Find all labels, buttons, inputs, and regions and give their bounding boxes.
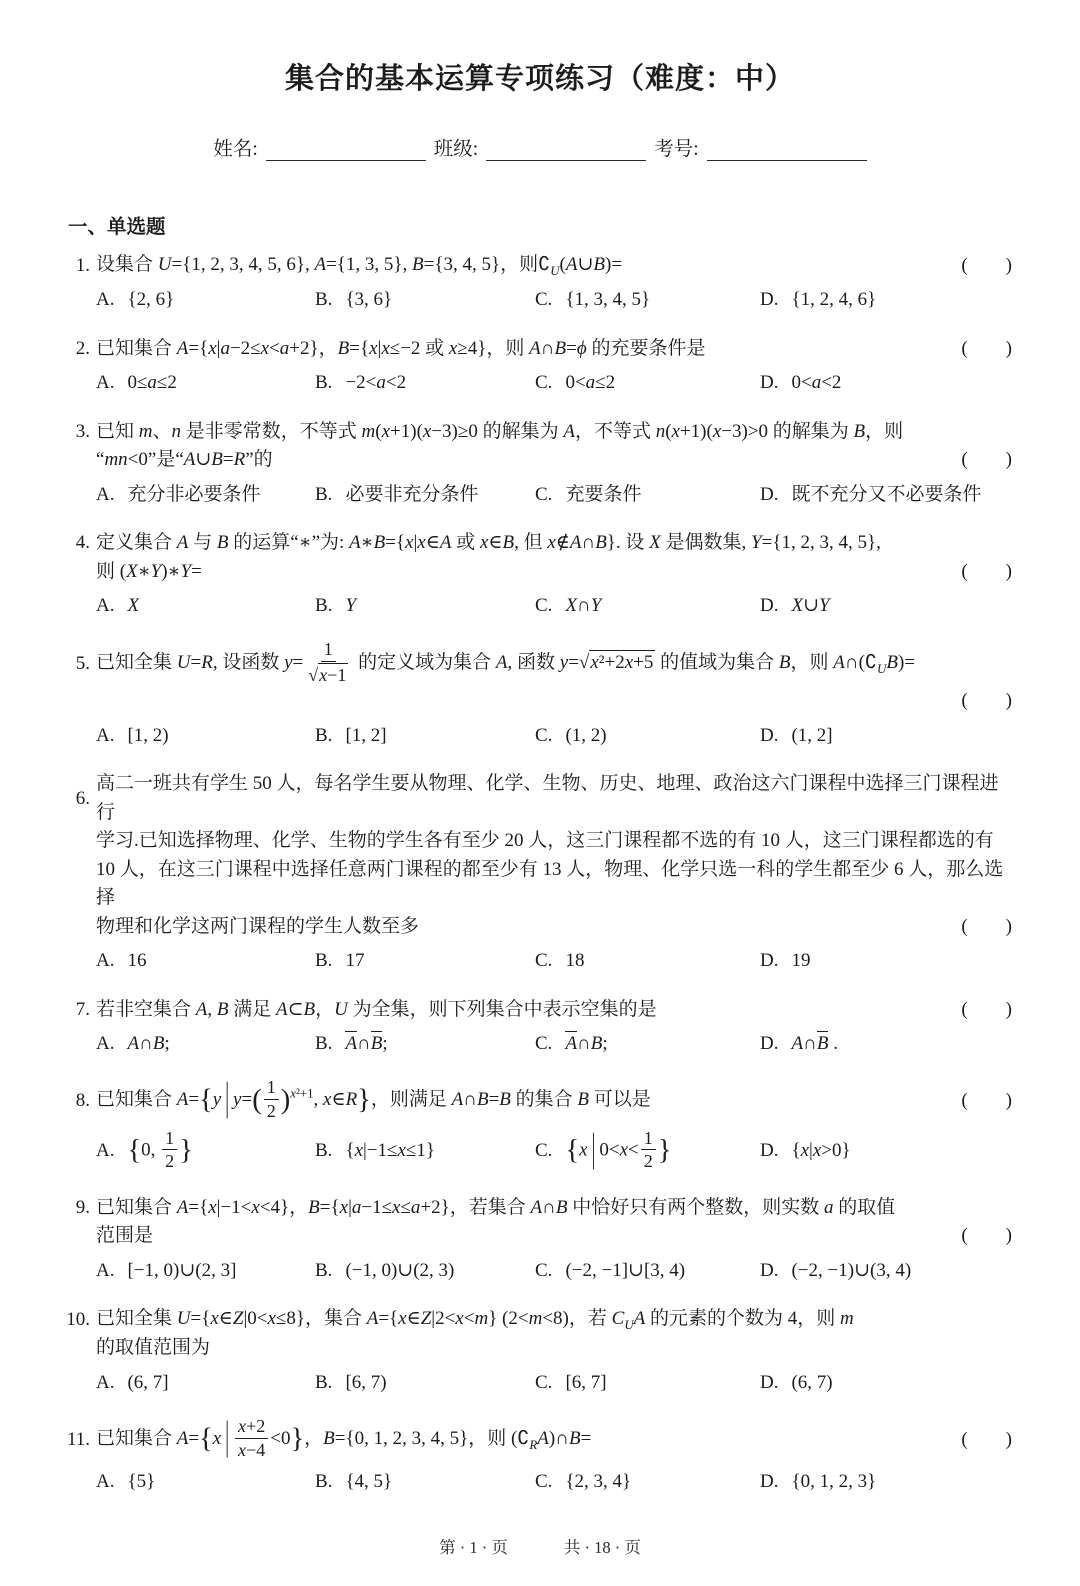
option-label: C. [535, 372, 553, 394]
option-label: B. [315, 950, 333, 972]
option [315, 369, 535, 398]
option [535, 1369, 760, 1398]
question-text: 若非空集合 A, B 满足 A⊂B，U 为全集，则下列集合中表示空集的是 [96, 998, 657, 1020]
section-heading: 一、单选题 [68, 217, 166, 238]
question [68, 335, 1012, 398]
question-line [68, 251, 1012, 280]
question [68, 251, 1012, 315]
option-label: D. [760, 289, 779, 311]
option-value: X∪Y [791, 595, 830, 617]
option-value: [1, 2] [345, 724, 387, 746]
option-label: A. [96, 1470, 115, 1492]
question [68, 1194, 1012, 1286]
name-field [213, 133, 425, 161]
option [96, 1468, 315, 1497]
answer-paren: ( ) [961, 998, 1012, 1020]
question-line [68, 856, 1012, 913]
question-text: 已知 m、n 是非零常数，不等式 m(x+1)(x−3)≥0 的解集为 A，不等式 n(x+1)(x−3)>0 的解集为 B，则 [96, 420, 904, 442]
option [760, 1468, 1012, 1497]
option [315, 722, 535, 751]
question [68, 1305, 1012, 1397]
option-label: B. [315, 1470, 333, 1492]
name-field-label: 姓名: [213, 139, 258, 160]
question [68, 641, 1012, 751]
option [315, 481, 535, 510]
question-number: 10. [66, 1308, 90, 1330]
question-stem [68, 996, 1012, 1025]
option-value: [−1, 0)∪(2, 3] [127, 1259, 237, 1281]
option [96, 1030, 315, 1059]
option [96, 286, 315, 315]
answer-paren: ( ) [961, 690, 1012, 712]
answer-paren: ( ) [961, 560, 1012, 582]
answer-paren: ( ) [961, 1225, 1012, 1247]
option [535, 947, 760, 976]
option-value: (1, 2) [565, 724, 607, 746]
option [315, 1137, 535, 1166]
option-value: 16 [127, 950, 147, 972]
question-number: 8. [75, 1089, 90, 1111]
option-value: 0<a≤2 [565, 372, 616, 394]
footer-page-number: 第 · 1 · 页 [439, 1538, 508, 1558]
option-value: {2, 6} [127, 289, 175, 311]
option-label: B. [315, 289, 333, 311]
question-line [68, 1194, 1012, 1223]
page-title: 集合的基本运算专项练习（难度：中） [284, 63, 795, 95]
options-row [68, 1129, 1012, 1174]
answer-paren: ( ) [961, 254, 1012, 276]
option [760, 286, 1012, 315]
answer-paren: ( ) [961, 449, 1012, 471]
exam-number-field [654, 133, 866, 161]
option [760, 947, 1012, 976]
question-stem [68, 251, 1012, 280]
option-label: A. [96, 1259, 115, 1281]
option-label: C. [535, 724, 553, 746]
option-label: C. [535, 950, 553, 972]
option-label: C. [535, 289, 553, 311]
option-value: 19 [791, 950, 811, 972]
answer-paren: ( ) [961, 1428, 1012, 1450]
options-row [68, 722, 1012, 751]
option [315, 1030, 535, 1059]
option-value: {2, 3, 4} [565, 1470, 632, 1492]
question-text: 学习.已知选择物理、化学、生物的学生各有至少 20 人，这三门课程都不选的有 10 人，这三门课程都选的有 [96, 830, 994, 852]
question-line [68, 1076, 1012, 1124]
option-label: C. [535, 1371, 553, 1393]
option-label: B. [315, 483, 333, 505]
option [315, 286, 535, 315]
options-row [68, 592, 1012, 621]
option-label: D. [760, 483, 779, 505]
option-value: [6, 7] [565, 1371, 607, 1393]
question-number: 4. [75, 532, 90, 554]
question-number: 1. [75, 254, 90, 276]
question-stem [68, 641, 1012, 716]
option [315, 592, 535, 621]
option [315, 1369, 535, 1398]
question-text: 10 人，在这三门课程中选择任意两门课程的都至少有 13 人，物理、化学只选一科的学生都至少 6 人，那么选择 [96, 858, 1004, 909]
option-value: A∩B; [565, 1033, 608, 1055]
option-label: C. [535, 595, 553, 617]
option-label: A. [96, 289, 115, 311]
exam-number-field-blank [707, 138, 867, 161]
option [535, 1468, 760, 1497]
question-text: 已知集合 A={x | $\frac{x+2}{x-4}$ <0}，B={0, 1, 2, 3, 4, 5}，则 $(∁_RA)\cap B=$ [96, 1415, 592, 1460]
option-value: A∩B; [345, 1033, 388, 1055]
option-value: X [127, 595, 140, 617]
option-label: A. [96, 724, 115, 746]
question-text: 已知全集 U={x∈Z|0<x≤8}，集合 A={x∈Z|2<x<m} (2<m<8)，若 $C_UA$ 的元素的个数为 4，则 m [96, 1308, 854, 1332]
question [68, 996, 1012, 1059]
option-label: C. [535, 1259, 553, 1281]
question-line [68, 558, 1012, 587]
options-row [68, 286, 1012, 315]
option-label: B. [315, 1140, 333, 1162]
option [535, 369, 760, 398]
option-label: C. [535, 1470, 553, 1492]
question-line [68, 418, 1012, 447]
option-value: {0, 1, 2, 3} [791, 1470, 877, 1492]
option-value: A∩B; [127, 1033, 170, 1055]
question-stem [68, 1417, 1012, 1462]
question-text: 高二一班共有学生 50 人，每名学生要从物理、化学、生物、历史、地理、政治这六门课程中选择三门课程进行 [96, 773, 999, 823]
answer-paren: ( ) [961, 915, 1012, 937]
option-label: A. [96, 1033, 115, 1055]
option-value: A∩B . [791, 1033, 838, 1055]
option [760, 1137, 1012, 1166]
question-line [68, 1222, 1012, 1251]
question-text: 设集合 U={1, 2, 3, 4, 5, 6}, A={1, 3, 5}, B={3, 4, 5}，则$∁_U(A\cup B)=$ [96, 254, 623, 278]
option-label: D. [760, 1140, 779, 1162]
option-value: 0<a<2 [791, 372, 842, 394]
answer-paren: ( ) [961, 337, 1012, 359]
question-text: 范围是 [96, 1225, 154, 1247]
question-list [68, 251, 1012, 1496]
option [96, 722, 315, 751]
option-value: (−2, −1)∪(3, 4) [791, 1259, 912, 1281]
footer-total-pages: 共 · 18 · 页 [563, 1538, 641, 1558]
question-stem [68, 529, 1012, 586]
option [96, 947, 315, 976]
option-value: 充要条件 [565, 483, 642, 505]
question-number: 3. [75, 420, 90, 442]
option-value: X∩Y [565, 595, 602, 617]
option [96, 1369, 315, 1398]
question [68, 1076, 1012, 1174]
option [535, 1030, 760, 1059]
question-stem [68, 770, 1012, 941]
option [535, 481, 760, 510]
option-value: {1, 2, 4, 6} [791, 289, 877, 311]
name-field-blank [266, 138, 426, 161]
question-text: 已知全集 U=R, 设函数 y= $\frac{1}{√x-1}$ 的定义域为集合 A, 函数 y=√x²+2x+5 的值域为集合 B，则 $A\cap(∁_UB)=$ [96, 639, 915, 685]
option [315, 1257, 535, 1286]
option-value: {x|−1≤x≤1} [345, 1140, 435, 1162]
question-line [68, 996, 1012, 1025]
question-line [68, 770, 1012, 827]
question-line [68, 827, 1012, 856]
question-line [68, 529, 1012, 558]
question-line [68, 1417, 1012, 1462]
option-label: D. [760, 1470, 779, 1492]
question-number: 7. [75, 998, 90, 1020]
options-row [68, 1468, 1012, 1497]
option-label: A. [96, 950, 115, 972]
question [68, 529, 1012, 621]
question-text: 的取值范围为 [96, 1337, 211, 1359]
question-line [68, 446, 1012, 475]
option-label: D. [760, 595, 779, 617]
option-label: D. [760, 1033, 779, 1055]
question [68, 770, 1012, 976]
question-text: 则 (X∗Y)∗Y= [96, 560, 202, 582]
question-line [68, 641, 1012, 688]
option-label: B. [315, 1033, 333, 1055]
option [315, 1468, 535, 1497]
option-value: (1, 2] [791, 724, 833, 746]
option-value: {x | 0<x< $\frac{1}{2}$ } [565, 1127, 672, 1172]
question-text: 物理和化学这两门课程的学生人数至多 [96, 915, 420, 937]
question-line [68, 335, 1012, 364]
question-text: “mn<0”是“A∪B=R”的 [96, 449, 273, 471]
option-value: (6, 7) [791, 1371, 833, 1393]
option-label: B. [315, 1259, 333, 1281]
option-label: C. [535, 1033, 553, 1055]
question-text: 已知集合 A={y | y=( $\frac{1}{2}$ )$^{x^2+1}$, x∈R}，则满足 A∩B=B 的集合 B 可以是 [96, 1076, 651, 1122]
option-value: {x|x>0} [791, 1140, 851, 1162]
question-number: 11. [66, 1428, 90, 1450]
option [760, 1369, 1012, 1398]
option-value: 0≤a≤2 [127, 372, 177, 394]
option [535, 1257, 760, 1286]
question-text: 已知集合 A={x|−1<x<4}，B={x|a−1≤x≤a+2}，若集合 A∩B 中恰好只有两个整数，则实数 a 的取值 [96, 1196, 896, 1218]
option-value: (−2, −1]∪[3, 4) [565, 1259, 686, 1281]
option-label: A. [96, 483, 115, 505]
option-label: D. [760, 372, 779, 394]
option-value: 既不充分又不必要条件 [791, 483, 982, 505]
question [68, 1417, 1012, 1496]
options-row [68, 481, 1012, 510]
option-value: 充分非必要条件 [127, 483, 261, 505]
question-stem [68, 1194, 1012, 1251]
question-line [68, 913, 1012, 942]
question-stem [68, 418, 1012, 475]
option-label: A. [96, 595, 115, 617]
option [760, 722, 1012, 751]
class-field-blank [486, 138, 646, 161]
option-value: {1, 3, 4, 5} [565, 289, 651, 311]
option-value: 18 [565, 950, 585, 972]
question-line [68, 687, 1012, 716]
option [760, 1030, 1012, 1059]
question-line [68, 1305, 1012, 1334]
option-value: 必要非充分条件 [345, 483, 479, 505]
option-label: A. [96, 1371, 115, 1393]
class-field-label: 班级: [433, 139, 479, 160]
question-stem [68, 1076, 1012, 1124]
option [315, 947, 535, 976]
option [535, 286, 760, 315]
question-number: 2. [75, 337, 90, 359]
options-row [68, 1030, 1012, 1059]
question-number: 9. [75, 1196, 90, 1218]
option-value: Y [345, 595, 357, 617]
options-row [68, 1257, 1012, 1286]
option [760, 481, 1012, 510]
question-stem [68, 335, 1012, 364]
option-label: D. [760, 1371, 779, 1393]
option [96, 592, 315, 621]
option-label: C. [535, 483, 553, 505]
header-fields [68, 133, 1012, 161]
question [68, 418, 1012, 510]
question-text: 已知集合 A={x|a−2≤x<a+2}，B={x|x≤−2 或 x≥4}，则 A∩B=ϕ 的充要条件是 [96, 337, 706, 359]
option-value: [1, 2) [127, 724, 169, 746]
option-label: B. [315, 1371, 333, 1393]
option-value: {3, 6} [345, 289, 393, 311]
page-footer [0, 1534, 1080, 1558]
option-value: [6, 7) [345, 1371, 387, 1393]
option-label: D. [760, 950, 779, 972]
class-field [434, 133, 646, 161]
option [96, 481, 315, 510]
question-number: 5. [75, 652, 90, 674]
option [760, 592, 1012, 621]
options-row [68, 947, 1012, 976]
option [535, 1129, 760, 1174]
option [96, 369, 315, 398]
question-text: 定义集合 A 与 B 的运算“∗”为: A∗B={x|x∈A 或 x∈B, 但 x∉A∩B}. 设 X 是偶数集, Y={1, 2, 3, 4, 5}, [96, 532, 881, 554]
option-label: C. [535, 1140, 553, 1162]
option [535, 592, 760, 621]
option-value: (6, 7] [127, 1371, 169, 1393]
option-label: B. [315, 595, 333, 617]
option-label: A. [96, 372, 115, 394]
options-row [68, 1369, 1012, 1398]
option [760, 369, 1012, 398]
option-value: (−1, 0)∪(2, 3) [345, 1259, 455, 1281]
answer-paren: ( ) [961, 1089, 1012, 1111]
option-label: B. [315, 724, 333, 746]
question-line [68, 1334, 1012, 1363]
option [96, 1129, 315, 1174]
option [535, 722, 760, 751]
question-number: 6. [75, 787, 90, 809]
options-row [68, 369, 1012, 398]
option-value: {0, $\frac{1}{2}$ } [127, 1127, 193, 1172]
option-label: A. [96, 1140, 115, 1162]
option [760, 1257, 1012, 1286]
option-label: D. [760, 724, 779, 746]
option-value: 17 [345, 950, 365, 972]
option-label: B. [315, 372, 333, 394]
option-value: −2<a<2 [345, 372, 407, 394]
option-value: {4, 5} [345, 1470, 393, 1492]
exam-number-field-label: 考号: [654, 139, 699, 160]
question-stem [68, 1305, 1012, 1363]
option-value: {5} [127, 1470, 156, 1492]
option [96, 1257, 315, 1286]
option-label: D. [760, 1259, 779, 1281]
